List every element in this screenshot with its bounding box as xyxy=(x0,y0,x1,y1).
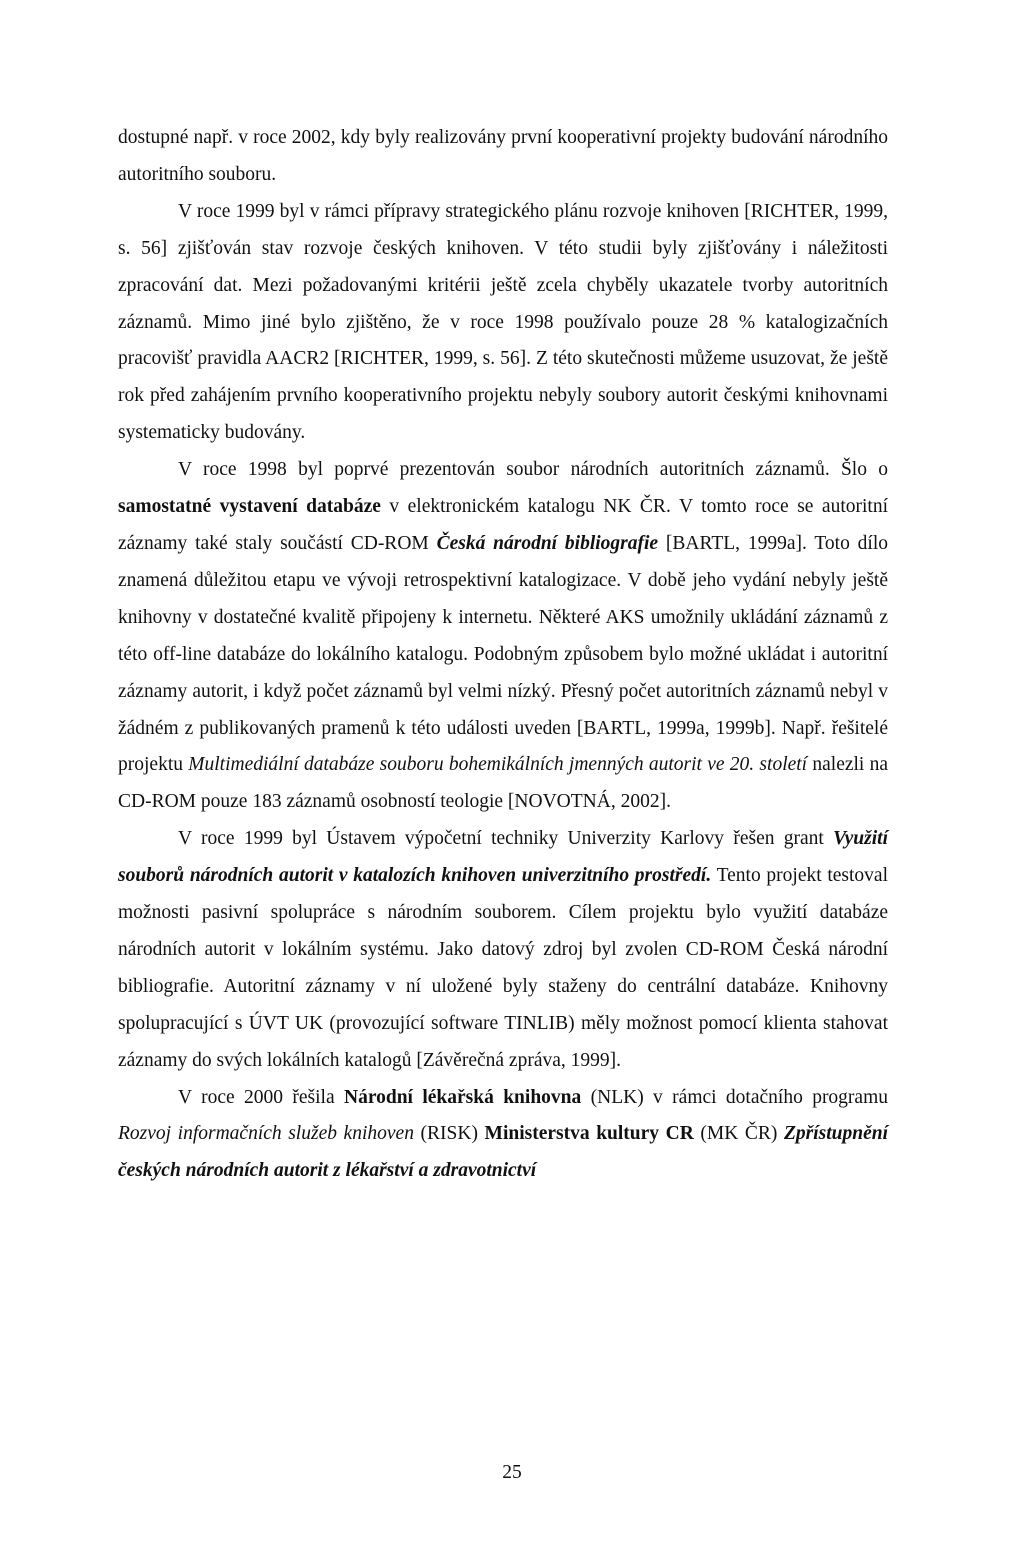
paragraph-5-text: V roce 2000 řešila xyxy=(178,1086,344,1108)
page-number: 25 xyxy=(502,1462,522,1483)
paragraph-5 xyxy=(118,1080,888,1191)
document-body xyxy=(118,120,888,1190)
paragraph-4-text: Tento projekt testoval možnosti pasivní spolupráce s národním souborem. Cílem projektu bylo využití databáze národních autorit v lokálním systému. Jako datový zdroj byl zvolen CD-ROM Česká národní bibliografie. Autoritní záznamy v ní uložené byly staženy do centrální databáze. Knihovny spolupracující s ÚVT UK (provozující software TINLIB) měly možnost pomocí klienta stahovat záznamy do svých lokálních katalogů [Závěrečná zpráva, 1999]. xyxy=(118,865,889,1071)
paragraph-2 xyxy=(118,194,888,452)
paragraph-1 xyxy=(118,120,888,194)
paragraph-3 xyxy=(118,452,888,821)
paragraph-3-text: nalezli na CD-ROM pouze 183 záznamů osobností teologie [NOVOTNÁ, 2002]. xyxy=(118,754,888,813)
paragraph-3-bold-term: samostatné vystavení databáze xyxy=(118,496,381,518)
paragraph-3-title-cnb: Česká národní bibliografie xyxy=(436,532,659,554)
paragraph-5-nlk: Národní lékařská knihovna xyxy=(343,1086,582,1108)
paragraph-4-grant-title: Využití souborů národních autorit v katalozích knihoven univerzitního prostředí. xyxy=(118,828,888,887)
paragraph-5-ministry: Ministerstva kultury CR xyxy=(484,1123,694,1145)
paragraph-5-text: (MK ČR) xyxy=(693,1123,784,1145)
paragraph-3-project-title: Multimediální databáze souboru bohemikálních jmenných autorit ve 20. století xyxy=(188,754,808,776)
paragraph-3-text: v elektronickém katalogu NK ČR. V tomto roce se autoritní záznamy také staly součástí CD-ROM xyxy=(118,496,889,554)
paragraph-4-text: V roce 1999 byl Ústavem výpočetní techniky Univerzity Karlovy řešen grant xyxy=(178,828,834,850)
paragraph-3-text: V roce 1998 byl poprvé prezentován soubor národních autoritních záznamů. Šlo o xyxy=(178,459,888,481)
paragraph-5-project-title: Zpřístupnění českých národních autorit z lékařství a zdravotnictví xyxy=(118,1123,889,1182)
paragraph-4 xyxy=(118,821,888,1079)
paragraph-5-program-title: Rozvoj informačních služeb knihoven xyxy=(118,1123,414,1145)
paragraph-5-text: (RISK) xyxy=(413,1123,485,1145)
paragraph-3-text: [BARTL, 1999a]. Toto dílo znamená důležitou etapu ve vývoji retrospektivní katalogizace. V době jeho vydání nebyly ještě knihovny v dostatečné kvalitě připojeny k internetu. Některé AKS umožnily ukládání záznamů z této off-line databáze do lokálního katalogu. Podobným způsobem bylo možné ukládat i autoritní záznamy autorit, i když počet záznamů byl velmi nízký. Přesný počet autoritních záznamů nebyl v žádném z publikovaných pramenů k této události uveden [BARTL, 1999a, 1999b]. Např. řešitelé projektu xyxy=(118,532,888,776)
paragraph-1-text: dostupné např. v roce 2002, kdy byly realizovány první kooperativní projekty budování národního autoritního souboru. xyxy=(118,127,888,185)
paragraph-2-text: V roce 1999 byl v rámci přípravy strategického plánu rozvoje knihoven [RICHTER, 1999, s. 56] zjišťován stav rozvoje českých knihoven. V této studii byly zjišťovány i náležitosti zpracování dat. Mezi požadovanými kritérii ještě zcela chyběly ukazatele tvorby autoritních záznamů. Mimo jiné bylo zjištěno, že v roce 1998 používalo pouze 28 % katalogizačních pracovišť pravidla AACR2 [RICHTER, 1999, s. 56]. Z této skutečnosti můžeme usuzovat, že ještě rok před zahájením prvního kooperativního projektu nebyly soubory autorit českými knihovnami systematicky budovány. xyxy=(118,200,888,444)
paragraph-5-text: (NLK) v rámci dotačního programu xyxy=(581,1086,888,1108)
